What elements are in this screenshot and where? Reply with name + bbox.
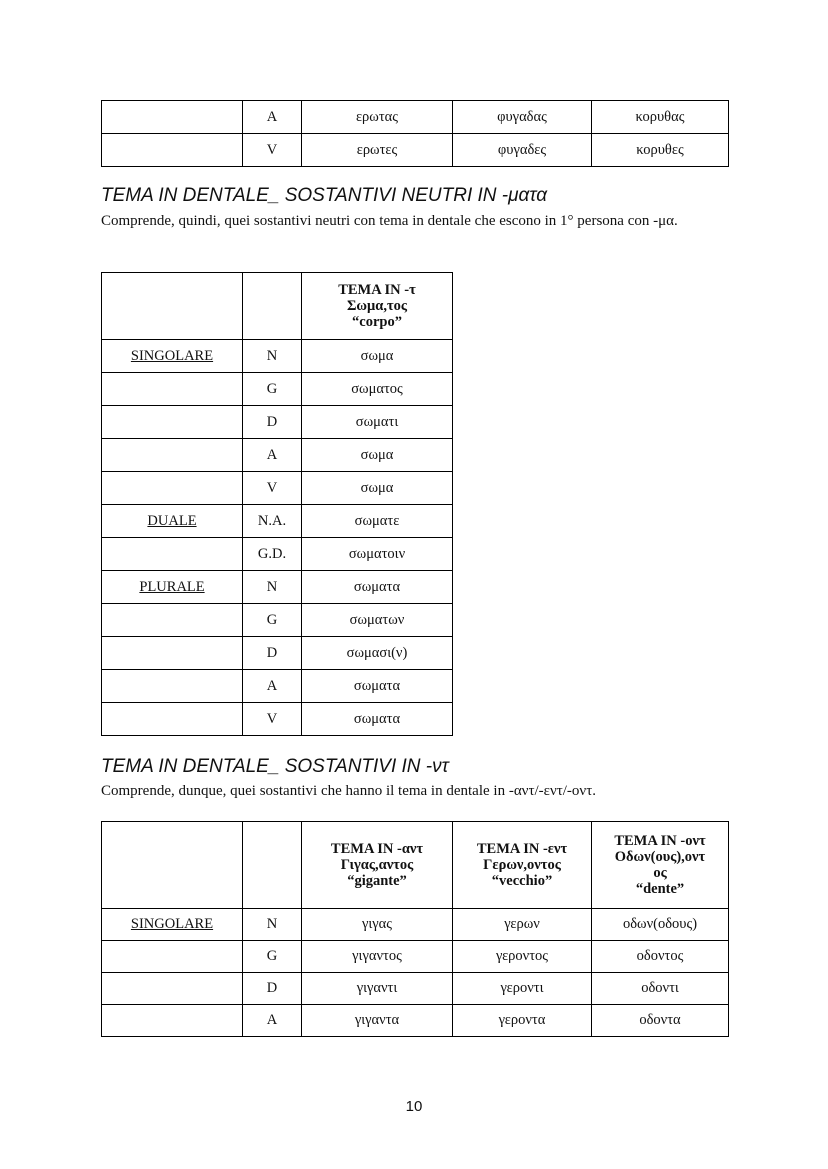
header-empty-cell (243, 273, 302, 340)
header-lemma-cont: ος (653, 865, 667, 881)
form-cell: γεροντα (453, 1005, 592, 1037)
case-cell: N (243, 909, 302, 941)
form-cell: σωματα (302, 571, 453, 604)
form-cell: γιγαντος (302, 941, 453, 973)
header-stem: TEMA IN -αντ (330, 841, 424, 857)
number-cell (102, 1005, 243, 1037)
number-cell (102, 703, 243, 736)
form-cell: γερων (453, 909, 592, 941)
case-cell: D (243, 637, 302, 670)
form-cell: φυγαδες (453, 134, 592, 167)
case-cell: D (243, 406, 302, 439)
form-cell: σωματι (302, 406, 453, 439)
declension-table-soma (101, 272, 453, 736)
form-cell: γεροντι (453, 973, 592, 1005)
table-row (102, 973, 729, 1005)
case-cell: G (243, 373, 302, 406)
form-cell: γιγαντα (302, 1005, 453, 1037)
header-lemma: Γερων,οντος (483, 857, 561, 873)
form-cell: φυγαδας (453, 101, 592, 134)
number-cell (102, 472, 243, 505)
declension-table-nt (101, 821, 729, 1037)
number-cell (102, 406, 243, 439)
case-cell: N (243, 571, 302, 604)
header-empty-cell (102, 822, 243, 909)
form-cell: γιγας (302, 909, 453, 941)
form-cell: σωματων (302, 604, 453, 637)
table-row (102, 101, 729, 134)
case-cell: V (243, 703, 302, 736)
number-cell (102, 637, 243, 670)
table-row (102, 637, 453, 670)
section-description-nt: Comprende, dunque, quei sostantivi che hanno il tema in dentale in -αντ/-εντ/-οντ. (101, 783, 596, 799)
form-cell: κορυθες (592, 134, 729, 167)
header-lemma: Οδων(ους),οντ (614, 849, 706, 865)
header-meaning: “corpo” (352, 314, 402, 330)
header-meaning: “vecchio” (491, 873, 553, 889)
case-cell: V (243, 134, 302, 167)
number-cell (102, 101, 243, 134)
case-cell: A (243, 439, 302, 472)
section-heading-neutri: TEMA IN DENTALE_ SOSTANTIVI NEUTRI IN -ματα (101, 185, 548, 206)
form-cell: ερωτας (302, 101, 453, 134)
table-row (102, 439, 453, 472)
case-cell: G (243, 604, 302, 637)
form-cell: σωμα (302, 472, 453, 505)
column-header (453, 822, 592, 909)
form-cell: σωματα (302, 703, 453, 736)
column-header (302, 822, 453, 909)
column-header (592, 822, 729, 909)
number-cell (102, 134, 243, 167)
number-cell (102, 909, 243, 941)
number-cell (102, 373, 243, 406)
number-label: PLURALE (139, 578, 205, 595)
form-cell: σωματος (302, 373, 453, 406)
table-row (102, 604, 453, 637)
declension-table-continued (101, 100, 729, 167)
case-cell: V (243, 472, 302, 505)
form-cell: σωμα (302, 340, 453, 373)
case-cell: A (243, 101, 302, 134)
number-cell (102, 604, 243, 637)
number-cell (102, 941, 243, 973)
table-row (102, 134, 729, 167)
form-cell: οδοντι (592, 973, 729, 1005)
table-row (102, 472, 453, 505)
table-row (102, 340, 453, 373)
table-row (102, 909, 729, 941)
number-cell (102, 571, 243, 604)
number-label: SINGOLARE (130, 347, 214, 364)
table-row (102, 670, 453, 703)
table-row (102, 1005, 729, 1037)
table-row (102, 571, 453, 604)
form-cell: σωματοιν (302, 538, 453, 571)
header-lemma: Σωμα,τος (346, 298, 408, 314)
form-cell: κορυθας (592, 101, 729, 134)
form-cell: ερωτες (302, 134, 453, 167)
case-cell: N (243, 340, 302, 373)
form-cell: σωματα (302, 670, 453, 703)
case-cell: A (243, 670, 302, 703)
header-meaning: “gigante” (347, 873, 407, 889)
number-cell (102, 670, 243, 703)
table-row (102, 406, 453, 439)
header-stem: TEMA IN -εντ (476, 841, 568, 857)
header-meaning: “dente” (635, 881, 685, 897)
form-cell: σωματε (302, 505, 453, 538)
form-cell: οδοντος (592, 941, 729, 973)
form-cell: σωμασι(ν) (302, 637, 453, 670)
page-number: 10 (405, 1098, 423, 1115)
form-cell: σωμα (302, 439, 453, 472)
section-heading-nt: TEMA IN DENTALE_ SOSTANTIVI IN -ντ (101, 756, 449, 777)
form-cell: γεροντος (453, 941, 592, 973)
case-cell: G (243, 941, 302, 973)
column-header (302, 273, 453, 340)
case-cell: N.A. (243, 505, 302, 538)
case-cell: D (243, 973, 302, 1005)
table-row (102, 941, 729, 973)
number-cell (102, 538, 243, 571)
number-label: SINGOLARE (130, 916, 214, 932)
form-cell: γιγαντι (302, 973, 453, 1005)
number-cell (102, 340, 243, 373)
header-stem: TEMA IN -οντ (614, 833, 706, 849)
case-cell: A (243, 1005, 302, 1037)
table-header-row (102, 822, 729, 909)
table-row (102, 373, 453, 406)
header-empty-cell (243, 822, 302, 909)
table-row (102, 703, 453, 736)
form-cell: οδων(οδους) (592, 909, 729, 941)
section-description-neutri: Comprende, quindi, quei sostantivi neutri con tema in dentale che escono in 1° persona con -μα. (101, 213, 678, 229)
case-cell: G.D. (243, 538, 302, 571)
table-row (102, 538, 453, 571)
header-lemma: Γιγας,αντος (340, 857, 414, 873)
number-cell (102, 973, 243, 1005)
number-cell (102, 439, 243, 472)
form-cell: οδοντα (592, 1005, 729, 1037)
number-label: DUALE (147, 512, 197, 529)
table-header-row (102, 273, 453, 340)
number-cell (102, 505, 243, 538)
header-stem: TEMA IN -τ (338, 282, 416, 298)
header-empty-cell (102, 273, 243, 340)
table-row (102, 505, 453, 538)
